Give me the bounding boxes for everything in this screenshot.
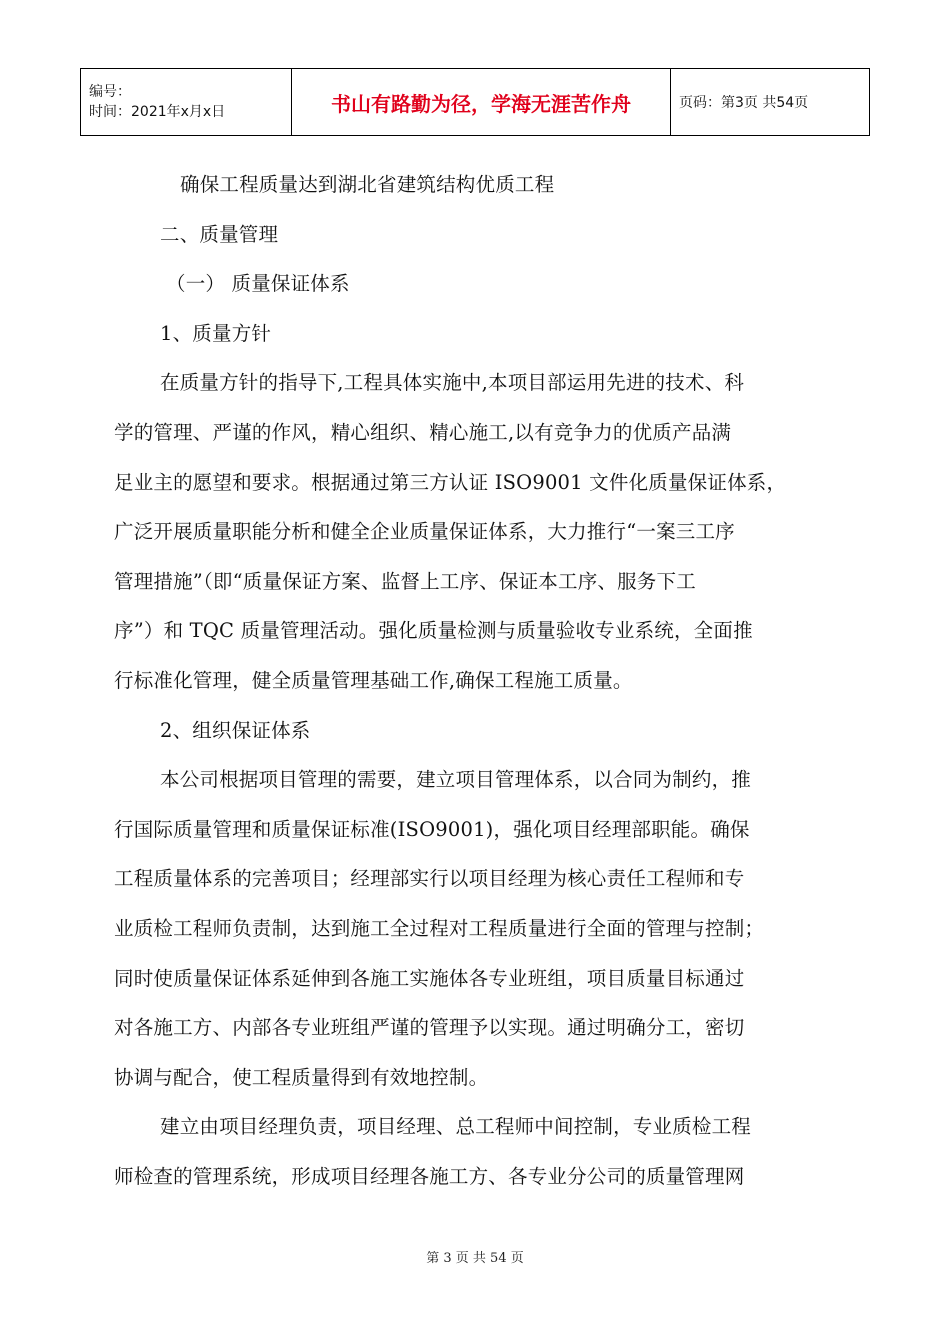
section-heading: 二、质量管理 (160, 222, 279, 246)
paragraph-line: 对各施工方、内部各专业班组严谨的管理予以实现。通过明确分工，密切 (114, 1016, 745, 1040)
document-number-label: 编号： (89, 84, 131, 100)
paragraph-line: 足业主的愿望和要求。根据通过第三方认证 ISO9001 文件化质量保证体系， (114, 470, 787, 494)
paragraph-line: 学的管理、严谨的作风，精心组织、精心施工,以有竞争力的优质产品满 (114, 420, 732, 444)
paragraph-line: 在质量方针的指导下,工程具体实施中,本项目部运用先进的技术、科 (160, 371, 745, 395)
paragraph-line: 协调与配合，使工程质量得到有效地控制。 (114, 1065, 489, 1089)
paragraph-line: 确保工程质量达到湖北省建筑结构优质工程 (180, 173, 555, 196)
subsection-heading: （一） 质量保证体系 (166, 272, 350, 296)
paragraph-line: 业质检工程师负责制，达到施工全过程对工程质量进行全面的管理与控制； (114, 916, 765, 940)
paragraph-line: 师检查的管理系统，形成项目经理各施工方、各专业分公司的质量管理网 (114, 1164, 745, 1188)
paragraph-line: 建立由项目经理负责，项目经理、总工程师中间控制，专业质检工程 (160, 1115, 752, 1139)
item-heading: 2、组织保证体系 (160, 718, 311, 742)
paragraph-line: 管理措施”（即“质量保证方案、监督上工序、保证本工序、服务下工 (114, 569, 696, 593)
document-body (114, 160, 849, 1201)
paragraph-line: 工程质量体系的完善项目；经理部实行以项目经理为核心责任工程师和专 (114, 867, 745, 891)
paragraph-line: 行国际质量管理和质量保证标准(ISO9001)，强化项目经理部职能。确保 (114, 817, 750, 841)
paragraph-line: 行标准化管理，健全质量管理基础工作,确保工程施工质量。 (114, 668, 633, 692)
paragraph-line: 序”）和 TQC 质量管理活动。强化质量检测与质量验收专业系统，全面推 (114, 619, 753, 643)
header-motto: 书山有路勤为径，学海无涯苦作舟 (292, 69, 671, 136)
header-page-info: 页码：第3页 共54页 (671, 69, 870, 136)
item-heading: 1、质量方针 (160, 321, 272, 345)
paragraph-line: 本公司根据项目管理的需要，建立项目管理体系，以合同为制约，推 (160, 768, 752, 792)
paragraph-line: 广泛开展质量职能分析和健全企业质量保证体系，大力推行“一案三工序 (114, 520, 735, 544)
page-footer: 第 3 页 共 54 页 (426, 1251, 524, 1266)
header-meta (81, 69, 292, 136)
document-header (80, 68, 870, 136)
paragraph-line: 同时使质量保证体系延伸到各施工实施体各专业班组，项目质量目标通过 (114, 966, 745, 990)
document-time: 时间：2021年x月x日 (89, 104, 226, 120)
